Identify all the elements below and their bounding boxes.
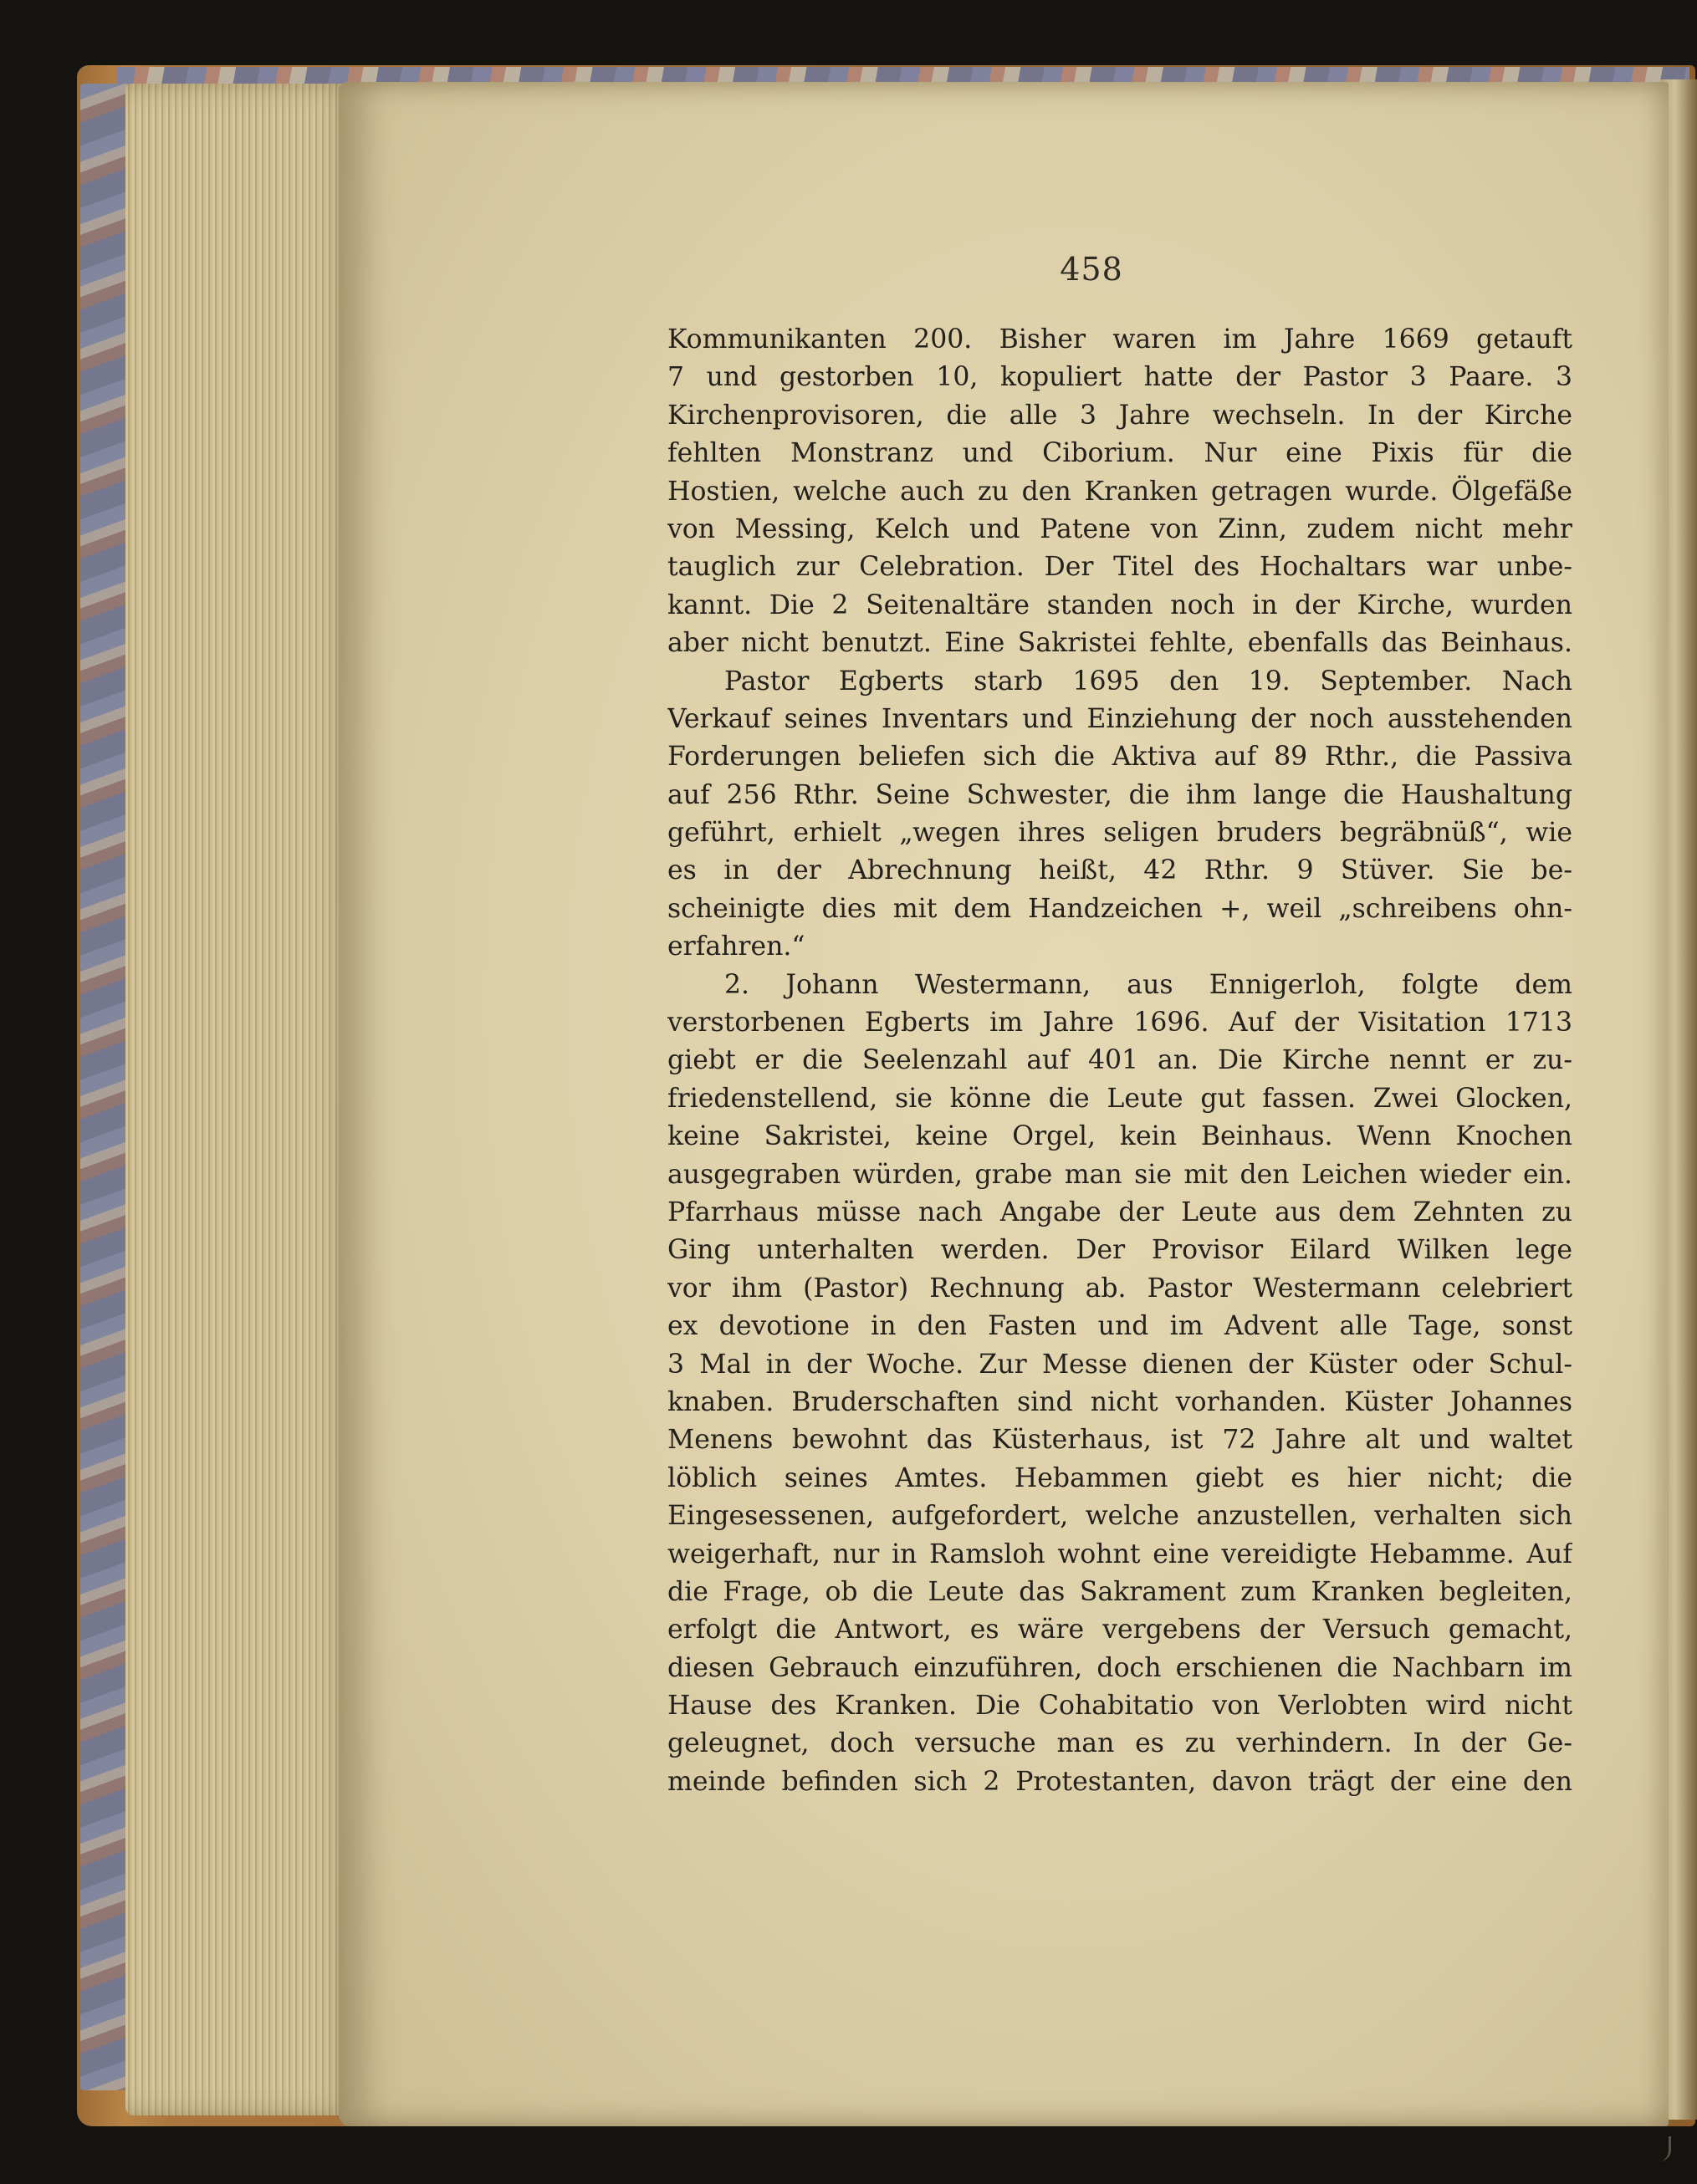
text-line: scheinigte dies mit dem Handzeichen +, weil „schreibens ohn- [667, 893, 1572, 924]
text-line: die Frage, ob die Leute das Sakrament zum Kranken begleiten, [667, 1576, 1572, 1607]
text-line: aber nicht benutzt. Eine Sakristei fehlte, ebenfalls das Beinhaus. [667, 628, 1572, 659]
text-line: ausgegraben würden, grabe man sie mit den Leichen wieder ein. [667, 1159, 1572, 1190]
text-line: Kirchenprovisoren, die alle 3 Jahre wechseln. In der Kirche [667, 400, 1572, 431]
text-line: keine Sakristei, keine Orgel, kein Beinhaus. Wenn Knochen [667, 1121, 1572, 1152]
text-line: auf 256 Rthr. Seine Schwester, die ihm lange die Haushaltung [667, 779, 1572, 810]
text-line: diesen Gebrauch einzuführen, doch erschienen die Nachbarn im [667, 1652, 1572, 1683]
text-line: Hostien, welche auch zu den Kranken getragen wurde. Ölgefäße [667, 476, 1572, 507]
text-line: Kommunikanten 200. Bisher waren im Jahre 1669 getauft [667, 324, 1572, 355]
marbled-endpaper [80, 84, 129, 2090]
text-line: von Messing, Kelch und Patene von Zinn, zudem nicht mehr [667, 513, 1572, 544]
text-line: Ging unterhalten werden. Der Provisor Eilard Wilken lege [667, 1235, 1572, 1266]
text-line: Forderungen beliefen sich die Aktiva auf 89 Rthr., die Passiva [667, 742, 1572, 773]
text-line: verstorbenen Egberts im Jahre 1696. Auf der Visitation 1713 [667, 1008, 1572, 1038]
text-line: löblich seines Amtes. Hebammen giebt es hier nicht; die [667, 1462, 1572, 1493]
text-line: vor ihm (Pastor) Rechnung ab. Pastor Westermann celebriert [667, 1273, 1572, 1304]
text-line: Pastor Egberts starb 1695 den 19. September. Nach [724, 666, 1572, 697]
text-line: meinde befinden sich 2 Protestanten, davon trägt der eine den [667, 1766, 1572, 1797]
text-line: Pfarrhaus müsse nach Angabe der Leute aus dem Zehnten zu [667, 1197, 1572, 1227]
text-line: 7 und gestorben 10, kopuliert hatte der Pastor 3 Paare. 3 [667, 362, 1572, 393]
page-corner-mark [1652, 2136, 1671, 2161]
text-line: knaben. Bruderschaften sind nicht vorhanden. Küster Johannes [667, 1386, 1572, 1417]
text-line: Hause des Kranken. Die Cohabitatio von Verlobten wird nicht [667, 1691, 1572, 1722]
text-line: giebt er die Seelenzahl auf 401 an. Die Kirche nennt er zu- [667, 1045, 1572, 1076]
text-line: friedenstellend, sie könne die Leute gut fassen. Zwei Glocken, [667, 1083, 1572, 1114]
text-line: Menens bewohnt das Küsterhaus, ist 72 Jahre alt und waltet [667, 1425, 1572, 1456]
text-line: kannt. Die 2 Seitenaltäre standen noch in der Kirche, wurden [667, 589, 1572, 620]
text-line: ex devotione in den Fasten und im Advent alle Tage, sonst [667, 1311, 1572, 1342]
text-line: Eingesessenen, aufgefordert, welche anzustellen, verhalten sich [667, 1501, 1572, 1532]
text-line: geführt, erhielt „wegen ihres seligen bruders begräbnüß“, wie [667, 818, 1572, 849]
text-line: 2. Johann Westermann, aus Ennigerloh, folgte dem [724, 969, 1572, 1000]
text-line: Verkauf seines Inventars und Einziehung der noch ausstehenden [667, 703, 1572, 734]
text-line: erfahren.“ [667, 931, 805, 962]
text-line: geleugnet, doch versuche man es zu verhindern. In der Ge- [667, 1728, 1572, 1759]
text-line: fehlten Monstranz und Ciborium. Nur eine Pixis für die [667, 438, 1572, 469]
text-line: tauglich zur Celebration. Der Titel des Hochaltars war unbe- [667, 552, 1572, 583]
text-line: weigerhaft, nur in Ramsloh wohnt eine vereidigte Hebamme. Auf [667, 1538, 1572, 1569]
page-number: 458 [1060, 251, 1123, 288]
text-line: es in der Abrechnung heißt, 42 Rthr. 9 Stüver. Sie be- [667, 855, 1572, 886]
text-line: 3 Mal in der Woche. Zur Messe dienen der Küster oder Schul- [667, 1349, 1572, 1380]
page-block-edge [125, 84, 360, 2115]
body-text [667, 321, 1572, 1801]
text-line: erfolgt die Antwort, es wäre vergebens der Versuch gemacht, [667, 1615, 1572, 1646]
